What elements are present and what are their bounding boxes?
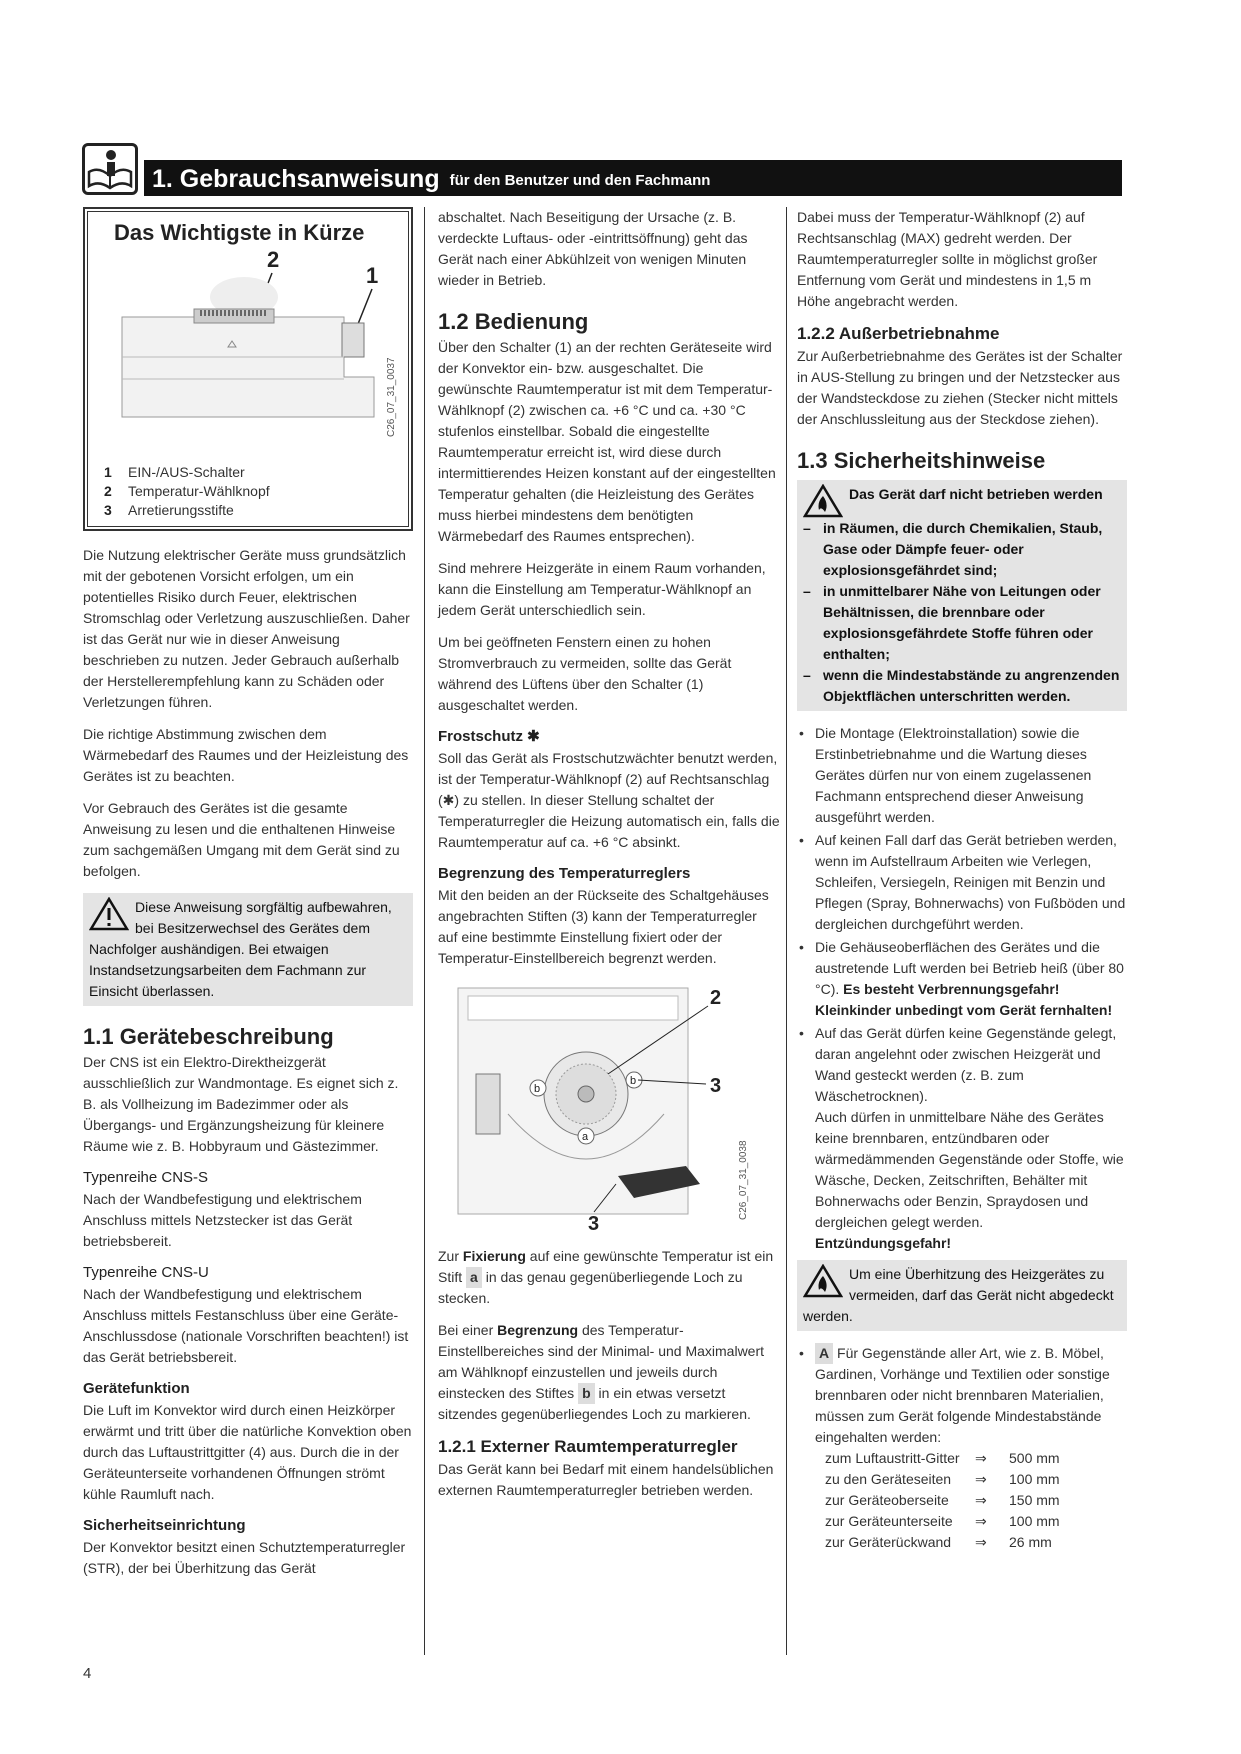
section-subtitle: für den Benutzer und den Fachmann [449,172,711,189]
legend-item: 3 Arretierungsstifte [104,502,234,518]
paragraph: Der CNS ist ein Elektro-Direktheizgerät ausschließlich zur Wandmontage. Es eignet sich z. B. als Vollheizung im Badezimmer oder als Übergangs- und Ergänzungsheizung für kleinere Räume wie z. B. Hobbyraum und Gästezimmer. [83,1054,399,1154]
thermostat-figure [438,984,758,1234]
warning-item: – wenn die Mindestabstände zu angrenzenden Objektflächen unterschritten werden. [823,665,1121,707]
warning-item: – in unmittelbarer Nähe von Leitungen oder Behältnissen, die brennbare oder explosionsgefährdete Stoffe führen oder enthalten; [823,581,1121,665]
paragraph: Zur Fixierung auf eine gewünschte Temperatur ist ein Stift a in das genau gegenüberliegende Loch zu stecken. [438,1248,774,1306]
paragraph: Vor Gebrauch des Gerätes ist die gesamte Anweisung zu lesen und die enthaltenen Hinweise zum sachgemäßen Umgang mit dem Gerät sind zu befolgen. [83,800,400,879]
paragraph: Das Gerät kann bei Bedarf mit einem handelsüblichen externen Raumtemperaturregler betrieben werden. [438,1461,774,1498]
paragraph: Zur Außerbetriebnahme des Gerätes ist der Schalter in AUS-Stellung zu bringen und der Netzstecker aus der Wandsteckdose zu ziehen (Stecker nicht mittels der Anschlussleitung aus der Steckdose ziehen). [797,348,1123,427]
distance-row: zur Geräteoberseite ⇒ 150 mm [825,1492,1060,1508]
list-item: • A Für Gegenstände aller Art, wie z. B. Möbel, Gardinen, Vorhänge und Textilien oder sonstige brennbaren oder nicht brennbaren Materialien, müssen zum Gerät folgende Mindestabstände eingehalten werden: zum Luftaustritt-Gitter ⇒ 500 mm zu den Geräteseiten ⇒ 100 mm zur Geräteoberseite ⇒ 150 mm zur Geräteunterseite ⇒ 100 mm zur Geräterückwand ⇒ 26 mm [815,1343,1127,1553]
section-title: 1. Gebrauchsanweisung [152,165,440,193]
distance-row: zur Geräteunterseite ⇒ 100 mm [825,1513,1060,1529]
heading-1-1: 1.1 Gerätebeschreibung [83,1024,334,1049]
paragraph: Nach der Wandbefestigung und elektrischem Anschluss mittels Netzstecker ist das Gerät betriebsbereit. [83,1191,362,1249]
list-item: • Auf keinen Fall darf das Gerät betrieben werden, wenn im Aufstellraum Arbeiten wie Verlegen, Schleifen, Versiegeln, Reinigen mit Benzin und Pflegen (Spray, Bohnerwachs) von Fußböden und dergleichen durchgeführt werden. [815,830,1127,935]
key-b: b [578,1383,595,1404]
list-item: • Auf das Gerät dürfen keine Gegenstände gelegt, daran angelehnt oder zwischen Heizgerät und Wand gesteckt werden (z. B. zum Wäschetrocknen). Auch dürfen in unmittelbare Nähe des Gerätes keine brennbaren, entzündbaren oder wärmedämmenden Gegenstände oder Stoffe, wie Wäsche, Decken, Zeitschriften, Behälter mit Bohnerwachs oder Benzin, Spraydosen und dergleichen gelegt werden. Entzündungsgefahr! [815,1023,1127,1254]
distance-row: zur Geräterückwand ⇒ 26 mm [825,1534,1052,1550]
section-header [144,160,1122,196]
fig-code: C26_07_31_0038 [738,1140,749,1220]
legend-item: 2 Temperatur-Wählknopf [104,483,270,499]
page-number: 4 [83,1665,92,1682]
warning-box: Um eine Überhitzung des Heizgerätes zu vermeiden, darf das Gerät nicht abgedeckt werden. [797,1260,1127,1331]
heading-sicherheitseinrichtung: Sicherheitseinrichtung [83,1517,246,1534]
paragraph: Bei einer Begrenzung des Temperatur-Einstellbereiches sind der Minimal- und Maximalwert am Wählknopf einzustellen und jeweils durch einstecken des Stiftes b in ein etwas versetzt sitzendes gegenüberliegendes Loch zu markieren. [438,1322,765,1422]
key-a: a [466,1267,482,1288]
paragraph: Sind mehrere Heizgeräte in einem Raum vorhanden, kann die Einstellung am Temperatur-Wählknopf an jedem Gerät unterschiedlich sein. [438,560,766,618]
heading-cns-s: Typenreihe CNS-S [83,1169,209,1186]
fig-code: C26_07_31_0037 [386,357,397,437]
pin-label-b: b [534,1083,541,1095]
paragraph: Über den Schalter (1) an der rechten Geräteseite wird der Konvektor ein- bzw. ausgeschaltet. Die gewünschte Raumtemperatur ist mit dem Temperatur-Wählknopf (2) zwischen ca. +6 °C und ca. +30 °C stufenlos einstellbar. Sobald die eingestellte Raumtemperatur erreicht ist, wird diese durch intermittierendes Heizen konstant auf der eingestellten Temperatur gehalten (die Heizleistung des Gerätes muss hierbei mindestens dem benötigten Wärmebedarf des Raumes entsprechen). [438,339,776,544]
summary-title: Das Wichtigste in Kürze [114,220,365,245]
paragraph: abschaltet. Nach Beseitigung der Ursache (z. B. verdeckte Luftaus- oder -eintrittsöffnung) geht das Gerät nach einer Abkühlzeit von wenigen Minuten wieder in Betrieb. [438,209,748,288]
legend-item: 1 EIN-/AUS-Schalter [104,464,245,480]
column-2 [438,207,780,1512]
paragraph: Die Luft im Konvektor wird durch einen Heizkörper erwärmt und tritt über die natürliche Konvektion oben durch das Luftaustrittgitter (4) aus. Durch die in der Geräteunterseite vorhandenen Öffnungen strömt kühle Raumluft nach. [83,1402,412,1502]
paragraph: Nach der Wandbefestigung und elektrischem Anschluss mittels Festanschluss über eine Geräte-Anschlussdose (nationale Vorschriften beachten!) ist das Gerät betriebsbereit. [83,1286,409,1365]
fig-label-2: 2 [267,247,280,272]
fig-label-2: 2 [710,987,722,1009]
pin-label-a: a [582,1131,589,1143]
column-3 [797,207,1127,1555]
heading-frostschutz: Frostschutz ✱ [438,728,540,745]
paragraph: Die Nutzung elektrischer Geräte muss grundsätzlich mit der gebotenen Vorsicht erfolgen, um ein potentielles Risiko durch Feuer, elektrischen Stromschlag oder Verletzung auszuschließen. Daher ist das Gerät nur wie in dieser Anweisung beschrieben zu nutzen. Jeder Gebrauch außerhalb der Herstellerempfehlung kann zu Schäden oder Verletzungen führen. [83,547,410,710]
legend [104,463,396,520]
list-item: • Die Gehäuseoberflächen des Gerätes und die austretende Luft werden bei Betrieb heiß (über 80 °C). Es besteht Verbrennungsgefahr! Kleinkinder unbedingt vom Gerät fernhalten! [815,937,1127,1021]
distance-row: zum Luftaustritt-Gitter ⇒ 500 mm [825,1450,1060,1466]
heading-cns-u: Typenreihe CNS-U [83,1264,209,1281]
safety-list [797,723,1127,1254]
device-figure [104,247,400,457]
paragraph: Der Konvektor besitzt einen Schutztemperaturregler (STR), der bei Überhitzung das Gerät [83,1539,406,1576]
key-a: A [815,1343,833,1364]
fig-label-3: 3 [588,1213,600,1234]
paragraph: Die richtige Abstimmung zwischen dem Wärmebedarf des Raumes und der Heizleistung des Gerätes ist zu beachten. [83,726,409,784]
fire-warning-icon [803,484,843,518]
heading-begrenzung: Begrenzung des Temperaturreglers [438,865,691,882]
summary-box [83,207,413,531]
paragraph: Mit den beiden an der Rückseite des Schaltgehäuses angebrachten Stiften (3) kann der Temperaturregler auf eine bestimmte Einstellung fixiert oder der Temperatur-Einstellbereich begrenzt werden. [438,887,769,966]
column-divider [786,207,787,1655]
paragraph: Um bei geöffneten Fenstern einen zu hohen Stromverbrauch zu vermeiden, sollte das Gerät während des Lüftens über den Schalter (1) ausgeschaltet werden. [438,634,732,713]
heading-1-2-2: 1.2.2 Außerbetriebnahme [797,324,1000,343]
distance-row: zu den Geräteseiten ⇒ 100 mm [825,1471,1060,1487]
distance-table [815,1448,1127,1553]
fire-warning-box: Das Gerät darf nicht betrieben werden – in Räumen, die durch Chemikalien, Staub, Gase oder Dämpfe feuer- oder explosionsgefährdet sind; – in unmittelbarer Nähe von Leitungen oder Behältnissen, die brennbare oder explosionsgefährdete Stoffe führen oder enthalten; – wenn die Mindestabstände zu angrenzenden Objektflächen unterschritten werden. [797,480,1127,711]
warning-triangle-icon [89,897,129,931]
pin-label-b: b [630,1075,637,1087]
warning-item: – in Räumen, die durch Chemikalien, Staub, Gase oder Dämpfe feuer- oder explosionsgefährdet sind; [823,518,1121,581]
paragraph: Dabei muss der Temperatur-Wählknopf (2) auf Rechtsanschlag (MAX) gedreht werden. Der Raumtemperaturregler sollte in möglichst großer Entfernung vom Gerät und mindestens in 1,5 m Höhe angebracht werden. [797,209,1098,309]
heading-1-2-1: 1.2.1 Externer Raumtemperaturregler [438,1437,738,1456]
column-divider [424,207,425,1655]
fig-label-1: 1 [366,263,379,288]
paragraph: Soll das Gerät als Frostschutzwächter benutzt werden, ist der Temperatur-Wählknopf (2) auf Rechtsanschlag (✱) zu stellen. In dieser Stellung schaltet der Temperaturregler die Heizung automatisch ein, falls die Raumtemperatur auf ca. +6 °C absinkt. [438,750,780,850]
distance-list [797,1343,1127,1553]
fire-warning-icon [803,1264,843,1298]
heading-1-3: 1.3 Sicherheitshinweise [797,448,1046,473]
heading-geraetefunktion: Gerätefunktion [83,1380,190,1397]
column-1 [83,207,413,1590]
warning-box: Diese Anweisung sorgfältig aufbewahren, bei Besitzerwechsel des Gerätes dem Nachfolger aushändigen. Bei etwaigen Instandsetzungsarbeiten dem Fachmann zur Einsicht überlassen. [83,893,413,1006]
heading-1-2: 1.2 Bedienung [438,309,589,334]
manual-book-icon [82,143,138,195]
list-item: • Die Montage (Elektroinstallation) sowie die Erstinbetriebnahme und die Wartung dieses Gerätes dürfen nur von einem zugelassenen Fachmann entsprechend dieser Anweisung ausgeführt werden. [815,723,1127,828]
fig-label-3: 3 [710,1075,722,1097]
